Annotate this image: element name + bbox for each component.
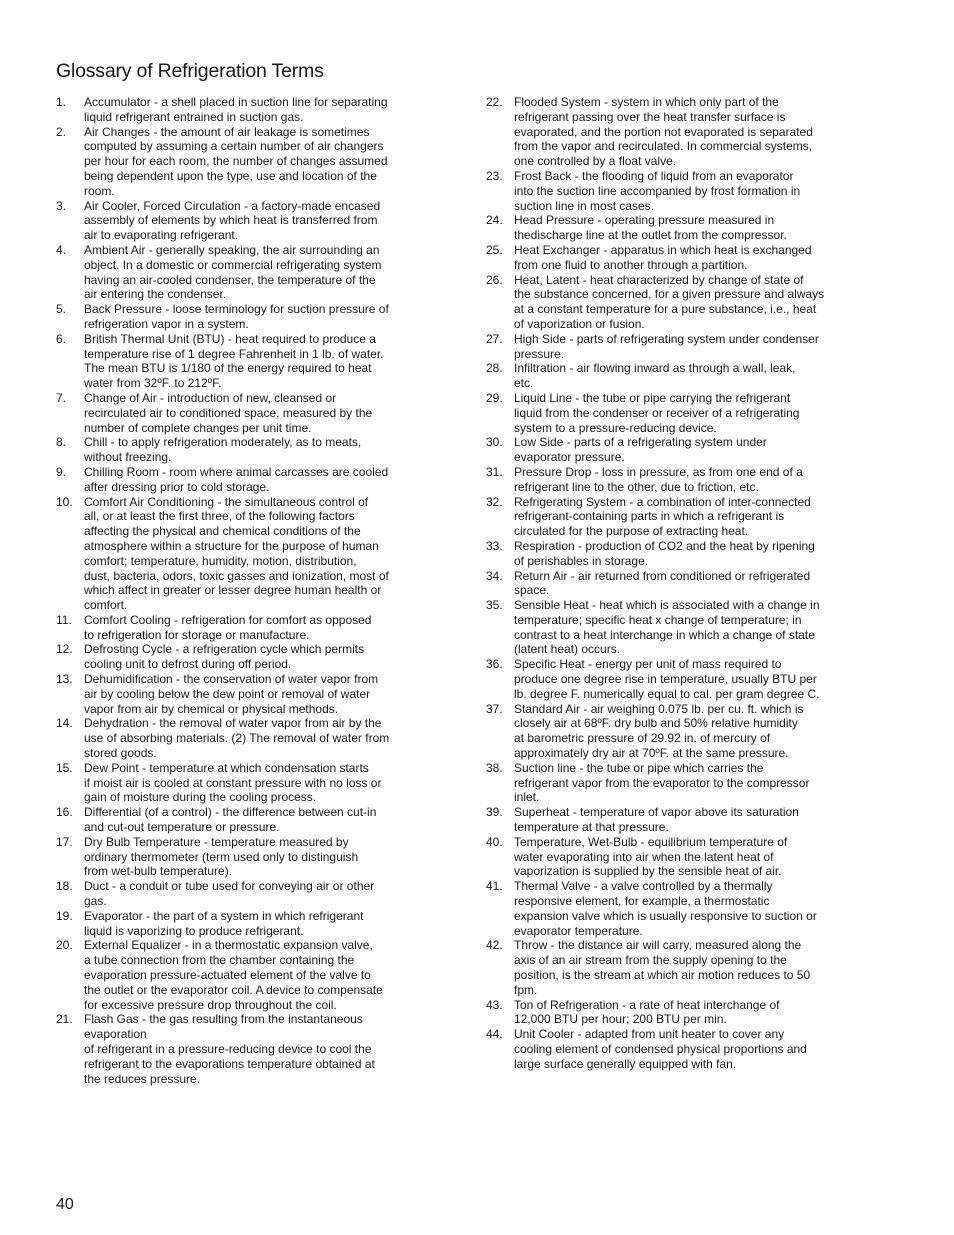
entry-number: 5.	[56, 302, 67, 317]
entry-number: 25.	[486, 242, 503, 257]
entry-number: 33.	[486, 538, 503, 553]
glossary-entry	[56, 391, 421, 435]
entry-number: 24.	[486, 213, 503, 228]
page-number: 40	[56, 1196, 74, 1213]
entry-text: Comfort Air Conditioning - the simultaneous control of all, or at least the first three, of the following factors affecting the physical and chemical conditions of the atmosphere within a structure for the purpose of human comfort; temperature, humidity, motion, distribution, dust, bacteria, odors, toxic gasses and ionization, most of which affect in greater or lesser degree human health or comfort.	[84, 494, 389, 613]
entry-number: 42.	[486, 938, 503, 953]
entry-number: 4.	[56, 242, 67, 257]
glossary-entry	[486, 879, 852, 938]
entry-text: Return Air - air returned from conditioned or refrigerated space.	[514, 568, 811, 598]
entry-text: Suction line - the tube or pipe which carries the refrigerant vapor from the evaporator to the compressor inlet.	[514, 760, 810, 805]
entry-text: High Side - parts of refrigerating system under condenser pressure.	[514, 331, 819, 361]
glossary-entry	[56, 332, 421, 391]
glossary-left-column	[56, 95, 421, 1086]
entry-number: 12.	[56, 642, 73, 657]
page-title: Glossary of Refrigeration Terms	[56, 60, 324, 82]
entry-number: 27.	[486, 331, 503, 346]
glossary-entry	[486, 391, 852, 435]
entry-text: Dry Bulb Temperature - temperature measured by ordinary thermometer (term used only to distinguish from wet-bulb temperature).	[84, 834, 359, 879]
entry-text: Chilling Room - room where animal carcasses are cooled after dressing prior to cold storage.	[84, 464, 389, 494]
entry-text: Respiration - production of CO2 and the heat by ripening of perishables in storage.	[514, 538, 815, 568]
entry-text: British Thermal Unit (BTU) - heat required to produce a temperature rise of 1 degree Fahrenheit in 1 lb. of water. The mean BTU is 1/180 of the energy required to heat water from 32ºF. to 212ºF.	[84, 331, 384, 391]
entry-number: 21.	[56, 1012, 73, 1027]
glossary-entry	[486, 273, 852, 332]
glossary-entry	[486, 805, 852, 835]
glossary-entry	[486, 495, 852, 539]
entry-number: 9.	[56, 464, 67, 479]
entry-text: Comfort Cooling - refrigeration for comfort as opposed to refrigeration for storage or manufacture.	[84, 612, 372, 642]
entry-number: 26.	[486, 272, 503, 287]
glossary-entry	[56, 95, 421, 125]
entry-text: Dehydration - the removal of water vapor from air by the use of absorbing materials. (2) The removal of water from stored goods.	[84, 716, 390, 761]
entry-number: 43.	[486, 997, 503, 1012]
entry-number: 38.	[486, 760, 503, 775]
glossary-entry	[486, 435, 852, 465]
glossary-entry	[56, 495, 421, 613]
entry-text: Flash Gas - the gas resulting from the instantaneous evaporation of refrigerant in a pressure-reducing device to cool the refrigerant to the evaporations temperature obtained at the reduces pressure.	[84, 1012, 375, 1086]
glossary-entry	[486, 657, 852, 701]
entry-number: 15.	[56, 760, 73, 775]
entry-number: 18.	[56, 879, 73, 894]
entry-text: Heat Exchanger - apparatus in which heat is exchanged from one fluid to another through a partition.	[514, 242, 812, 272]
entry-number: 16.	[56, 805, 73, 820]
entry-text: Infiltration - air flowing inward as through a wall, leak, etc.	[514, 361, 796, 391]
glossary-entry	[486, 361, 852, 391]
entry-text: Ton of Refrigeration - a rate of heat interchange of 12,000 BTU per hour; 200 BTU per min.	[514, 997, 780, 1027]
glossary-entry	[56, 465, 421, 495]
entry-number: 1.	[56, 95, 67, 109]
entry-number: 14.	[56, 716, 73, 731]
entry-number: 41.	[486, 879, 503, 894]
glossary-entry	[56, 125, 421, 199]
entry-text: Specific Heat - energy per unit of mass required to produce one degree rise in temperature, usually BTU per lb. degree F. numerically equal to cal. per gram degree C.	[514, 657, 820, 701]
glossary-entry	[486, 332, 852, 362]
glossary-entry	[56, 805, 421, 835]
glossary-entry	[56, 761, 421, 805]
glossary-entry	[486, 213, 852, 243]
glossary-entry	[56, 613, 421, 643]
entry-number: 10.	[56, 494, 73, 509]
entry-text: Superheat - temperature of vapor above its saturation temperature at that pressure.	[514, 805, 799, 835]
entry-text: Frost Back - the flooding of liquid from an evaporator into the suction line accompanied by frost formation in suction line in most cases.	[514, 168, 801, 213]
glossary-entry	[486, 761, 852, 805]
entry-number: 28.	[486, 361, 503, 376]
entry-text: Ambient Air - generally speaking, the air surrounding an object. In a domestic or commercial refrigerating system having an air-cooled condenser, the temperature of the air entering the condenser.	[84, 242, 382, 302]
glossary-entry	[56, 672, 421, 716]
entry-number: 11.	[56, 612, 72, 627]
glossary-entry	[56, 835, 421, 879]
glossary-entry	[56, 243, 421, 302]
glossary-entry	[56, 435, 421, 465]
glossary-entry	[56, 1012, 421, 1086]
entry-number: 37.	[486, 701, 503, 716]
entry-number: 13.	[56, 672, 73, 687]
entry-text: Duct - a conduit or tube used for conveying air or other gas.	[84, 879, 375, 909]
glossary-entry	[56, 642, 421, 672]
entry-number: 8.	[56, 435, 67, 450]
entry-text: Change of Air - introduction of new, cleansed or recirculated air to conditioned space, measured by the number of complete changes per unit time.	[84, 390, 373, 435]
entry-text: Standard Air - air weighing 0.075 lb. per cu. ft. which is closely air at 68ºF. dry bulb and 50% relative humidity at barometric pressure of 29.92 in. of mercury of approximately dry air at 70ºF. at the same pressure.	[514, 701, 804, 761]
glossary-entry	[486, 539, 852, 569]
glossary-entry	[486, 835, 852, 879]
entry-number: 19.	[56, 908, 73, 923]
entry-text: Chill - to apply refrigeration moderately, as to meats, without freezing.	[84, 435, 362, 465]
entry-number: 36.	[486, 657, 503, 672]
entry-text: Refrigerating System - a combination of inter-connected refrigerant-containing parts in which a refrigerant is circulated for the purpose of extracting heat.	[514, 494, 811, 539]
entry-text: Flooded System - system in which only part of the refrigerant passing over the heat transfer surface is evaporated, and the portion not evaporated is separated from the vapor and recirculated. In commercial systems, one controlled by a float valve.	[514, 95, 813, 169]
entry-text: Evaporator - the part of a system in which refrigerant liquid is vaporizing to produce refrigerant.	[84, 908, 364, 938]
entry-text: Air Cooler, Forced Circulation - a factory-made encased assembly of elements by which heat is transferred from air to evaporating refrigerant.	[84, 198, 381, 243]
entry-text: Air Changes - the amount of air leakage is sometimes computed by assuming a certain number of air changers per hour for each room, the number of changes assumed being dependent upon the type, use and location of the room.	[84, 124, 388, 198]
glossary-entry	[486, 169, 852, 213]
entry-text: Accumulator - a shell placed in suction line for separating liquid refrigerant entrained in suction gas.	[84, 95, 388, 124]
entry-text: Liquid Line - the tube or pipe carrying the refrigerant liquid from the condenser or receiver of a refrigerating system to a pressure-reducing device.	[514, 390, 800, 435]
glossary-entry	[56, 879, 421, 909]
entry-number: 34.	[486, 568, 503, 583]
glossary-entry	[56, 938, 421, 1012]
entry-number: 6.	[56, 331, 67, 346]
entry-number: 44.	[486, 1027, 503, 1042]
glossary-entry	[486, 465, 852, 495]
glossary-entry	[486, 702, 852, 761]
entry-text: Temperature, Wet-Bulb - equilibrium temperature of water evaporating into air when the latent heat of vaporization is supplied by the sensible heat of air.	[514, 834, 788, 879]
entry-text: Unit Cooler - adapted from unit heater to cover any cooling element of condensed physical proportions and large surface generally equipped with fan.	[514, 1027, 807, 1071]
entry-number: 7.	[56, 390, 67, 405]
entry-text: Heat, Latent - heat characterized by change of state of the substance concerned, for a given pressure and always at a constant temperature for a pure substance, i.e., heat of vaporization or fusion.	[514, 272, 825, 331]
glossary-right-column	[486, 95, 852, 1072]
entry-text: Defrosting Cycle - a refrigeration cycle which permits cooling unit to defrost during off period.	[84, 642, 365, 672]
entry-number: 39.	[486, 805, 503, 820]
entry-text: Thermal Valve - a valve controlled by a thermally responsive element, for example, a thermostatic expansion valve which is usually responsive to suction or evaporator temperature.	[514, 879, 817, 938]
entry-text: Sensible Heat - heat which is associated with a change in temperature; specific heat x change of temperature; in contrast to a heat interchange in which a change of state (latent heat) occurs.	[514, 598, 820, 657]
glossary-entry	[56, 199, 421, 243]
entry-number: 30.	[486, 435, 503, 450]
entry-number: 3.	[56, 198, 67, 213]
entry-text: Back Pressure - loose terminology for suction pressure of refrigeration vapor in a system.	[84, 302, 389, 331]
entry-number: 29.	[486, 390, 503, 405]
entry-text: Dew Point - temperature at which condensation starts if moist air is cooled at constant pressure with no loss or gain of moisture during the cooling process.	[84, 760, 382, 805]
glossary-entry	[56, 909, 421, 939]
entry-text: Low Side - parts of a refrigerating system under evaporator pressure.	[514, 435, 767, 465]
glossary-entry	[486, 1027, 852, 1071]
entry-number: 22.	[486, 95, 503, 109]
entry-text: Head Pressure - operating pressure measured in thedischarge line at the outlet from the compressor.	[514, 213, 787, 243]
glossary-entry	[486, 243, 852, 273]
entry-number: 2.	[56, 124, 67, 139]
glossary-entry	[486, 598, 852, 657]
glossary-entry	[486, 569, 852, 599]
entry-number: 17.	[56, 834, 73, 849]
entry-number: 35.	[486, 598, 503, 613]
entry-number: 31.	[486, 464, 503, 479]
entry-text: Dehumidification - the conservation of water vapor from air by cooling below the dew point or removal of water vapor from air by chemical or physical methods.	[84, 672, 379, 716]
glossary-entry	[56, 716, 421, 760]
entry-number: 40.	[486, 834, 503, 849]
entry-text: Throw - the distance air will carry, measured along the axis of an air stream from the supply opening to the position, is the stream at which air motion reduces to 50 fpm.	[514, 938, 811, 997]
entry-text: External Equalizer - in a thermostatic expansion valve, a tube connection from the chamber containing the evaporation pressure-actuated element of the valve to the outlet or the evaporator coil. A device to compensate for excessive pressure drop throughout the coil.	[84, 938, 383, 1012]
glossary-entry	[56, 302, 421, 332]
glossary-entry	[486, 938, 852, 997]
entry-number: 32.	[486, 494, 503, 509]
glossary-entry	[486, 95, 852, 169]
entry-text: Differential (of a control) - the difference between cut-in and cut-out temperature or pressure.	[84, 805, 377, 835]
entry-number: 20.	[56, 938, 73, 953]
entry-text: Pressure Drop - loss in pressure, as from one end of a refrigerant line to the other, due to friction, etc.	[514, 464, 803, 494]
entry-number: 23.	[486, 168, 503, 183]
glossary-entry	[486, 998, 852, 1028]
